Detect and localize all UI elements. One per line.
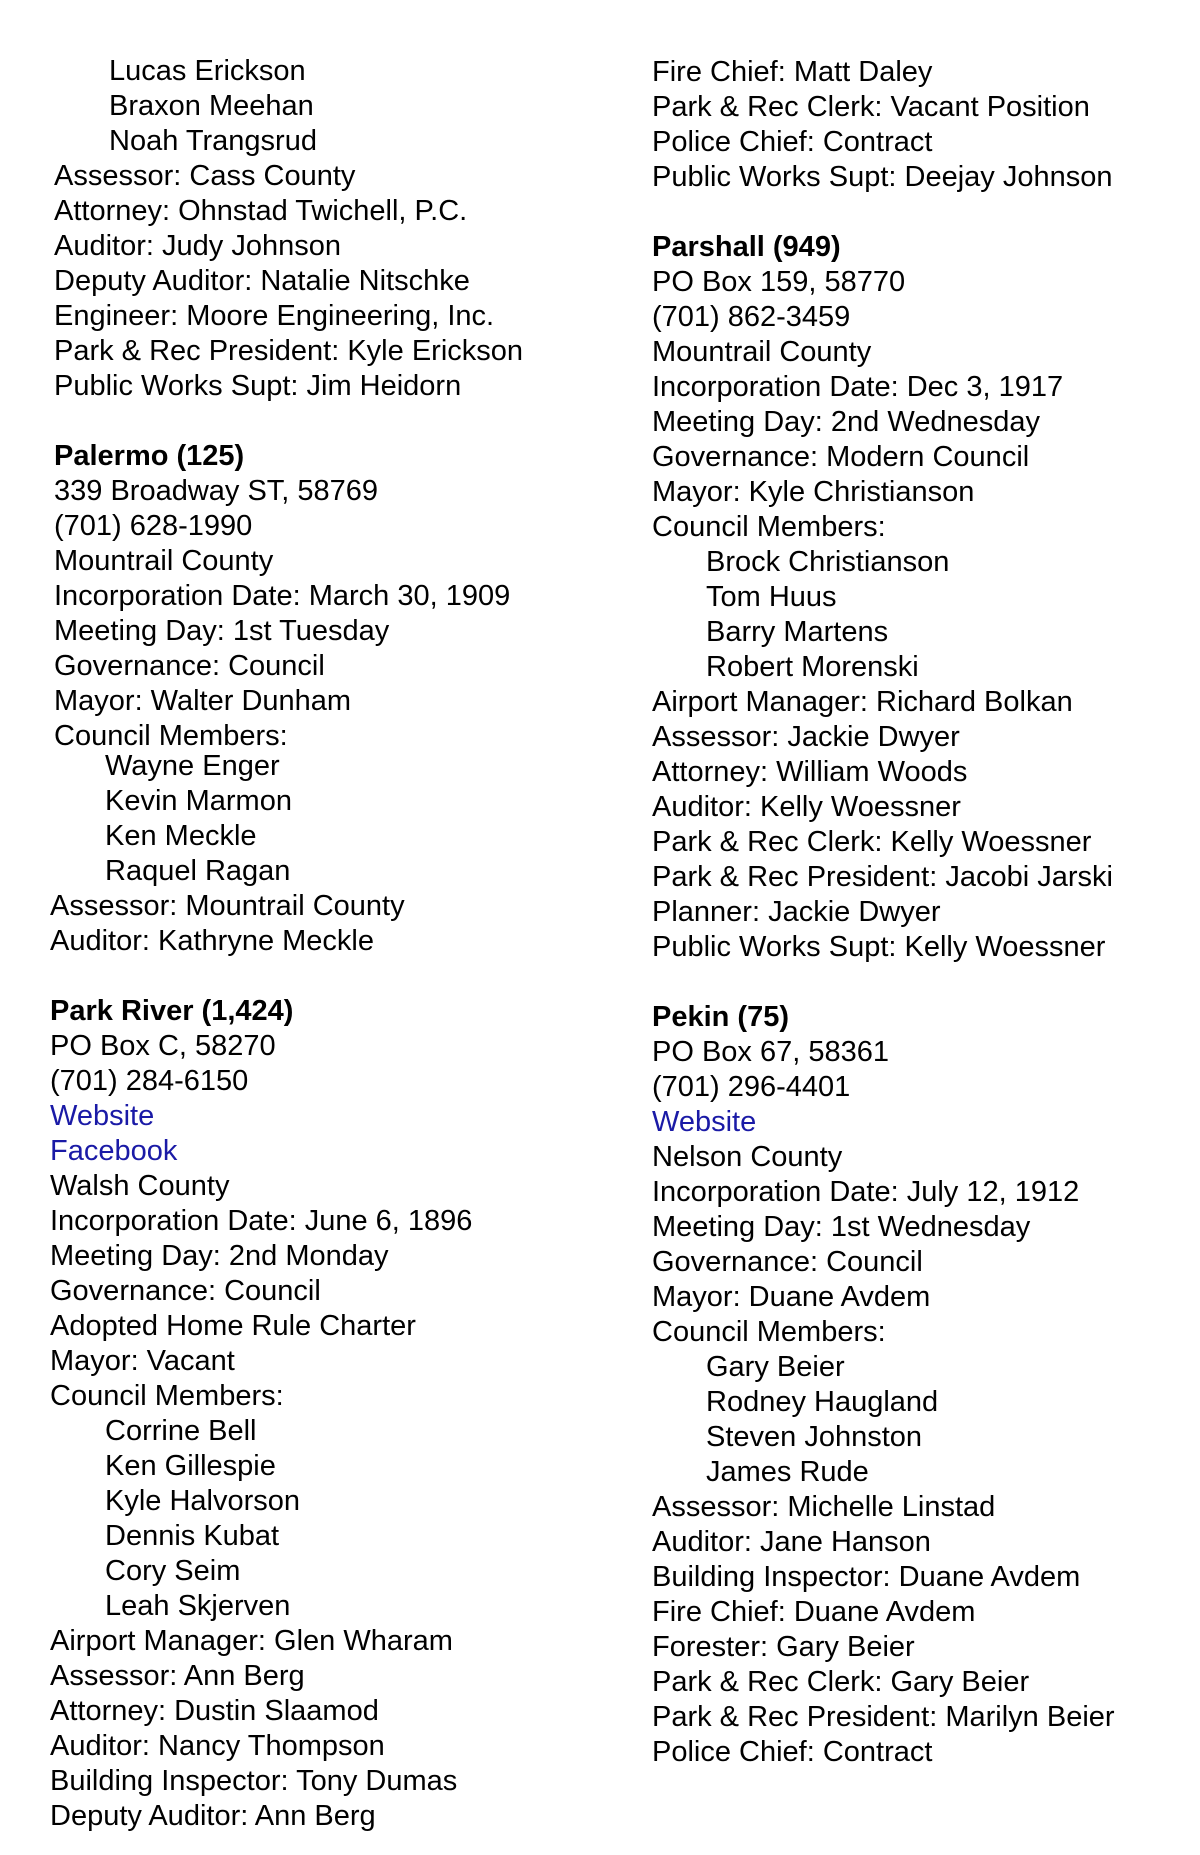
county: Mountrail County <box>54 545 274 577</box>
city-heading-palermo: Palermo (125) <box>54 440 245 472</box>
address: PO Box C, 58270 <box>50 1030 276 1062</box>
council-member: Tom Huus <box>706 581 837 613</box>
role-line: Assessor: Mountrail County <box>50 890 405 922</box>
role-line: Park & Rec President: Marilyn Beier <box>652 1701 1115 1733</box>
phone: (701) 296-4401 <box>652 1071 851 1103</box>
council-member: Cory Seim <box>105 1555 241 1587</box>
council-member: Steven Johnston <box>706 1421 923 1453</box>
address: 339 Broadway ST, 58769 <box>54 475 379 507</box>
role-line: Attorney: William Woods <box>652 756 968 788</box>
role-line: Airport Manager: Richard Bolkan <box>652 686 1073 718</box>
meeting-day: Meeting Day: 2nd Wednesday <box>652 406 1040 438</box>
role-line: Engineer: Moore Engineering, Inc. <box>54 300 495 332</box>
role-line: Deputy Auditor: Natalie Nitschke <box>54 265 470 297</box>
governance: Governance: Modern Council <box>652 441 1030 473</box>
council-member: Raquel Ragan <box>105 855 291 887</box>
role-line: Airport Manager: Glen Wharam <box>50 1625 453 1657</box>
mayor: Mayor: Kyle Christianson <box>652 476 975 508</box>
council-member: James Rude <box>706 1456 869 1488</box>
role-line: Police Chief: Contract <box>652 126 933 158</box>
county: Nelson County <box>652 1141 843 1173</box>
role-line: Park & Rec Clerk: Gary Beier <box>652 1666 1030 1698</box>
council-member: Rodney Haugland <box>706 1386 939 1418</box>
mayor: Mayor: Vacant <box>50 1345 235 1377</box>
facebook-link[interactable]: Facebook <box>50 1135 178 1167</box>
city-heading-park-river: Park River (1,424) <box>50 995 294 1027</box>
council-members-label: Council Members: <box>50 1380 284 1412</box>
incorporation-date: Incorporation Date: Dec 3, 1917 <box>652 371 1064 403</box>
council-member: Barry Martens <box>706 616 889 648</box>
council-member: Robert Morenski <box>706 651 919 683</box>
council-member: Lucas Erickson <box>109 55 306 87</box>
role-line: Fire Chief: Matt Daley <box>652 56 933 88</box>
council-member: Ken Meckle <box>105 820 257 852</box>
council-members-label: Council Members: <box>652 511 886 543</box>
role-line: Attorney: Ohnstad Twichell, P.C. <box>54 195 468 227</box>
website-link[interactable]: Website <box>652 1106 757 1138</box>
role-line: Public Works Supt: Kelly Woessner <box>652 931 1106 963</box>
governance: Governance: Council <box>50 1275 321 1307</box>
role-line: Park & Rec Clerk: Vacant Position <box>652 91 1090 123</box>
meeting-day: Meeting Day: 2nd Monday <box>50 1240 389 1272</box>
home-rule-charter: Adopted Home Rule Charter <box>50 1310 416 1342</box>
council-member: Gary Beier <box>706 1351 845 1383</box>
role-line: Forester: Gary Beier <box>652 1631 915 1663</box>
role-line: Building Inspector: Tony Dumas <box>50 1765 458 1797</box>
role-line: Park & Rec Clerk: Kelly Woessner <box>652 826 1092 858</box>
role-line: Assessor: Ann Berg <box>50 1660 305 1692</box>
address: PO Box 67, 58361 <box>652 1036 889 1068</box>
council-member: Braxon Meehan <box>109 90 314 122</box>
council-members-label: Council Members: <box>652 1316 886 1348</box>
council-member: Noah Trangsrud <box>109 125 317 157</box>
incorporation-date: Incorporation Date: June 6, 1896 <box>50 1205 473 1237</box>
role-line: Deputy Auditor: Ann Berg <box>50 1800 376 1832</box>
role-line: Auditor: Judy Johnson <box>54 230 341 262</box>
role-line: Auditor: Kathryne Meckle <box>50 925 374 957</box>
city-heading-pekin: Pekin (75) <box>652 1001 789 1033</box>
phone: (701) 284-6150 <box>50 1065 249 1097</box>
role-line: Auditor: Kelly Woessner <box>652 791 961 823</box>
governance: Governance: Council <box>54 650 325 682</box>
governance: Governance: Council <box>652 1246 923 1278</box>
phone: (701) 862-3459 <box>652 301 851 333</box>
incorporation-date: Incorporation Date: July 12, 1912 <box>652 1176 1080 1208</box>
address: PO Box 159, 58770 <box>652 266 906 298</box>
mayor: Mayor: Duane Avdem <box>652 1281 931 1313</box>
council-member: Brock Christianson <box>706 546 950 578</box>
role-line: Auditor: Jane Hanson <box>652 1526 931 1558</box>
role-line: Police Chief: Contract <box>652 1736 933 1768</box>
meeting-day: Meeting Day: 1st Tuesday <box>54 615 390 647</box>
role-line: Assessor: Michelle Linstad <box>652 1491 996 1523</box>
meeting-day: Meeting Day: 1st Wednesday <box>652 1211 1031 1243</box>
council-member: Leah Skjerven <box>105 1590 291 1622</box>
city-heading-parshall: Parshall (949) <box>652 231 841 263</box>
website-link[interactable]: Website <box>50 1100 155 1132</box>
county: Walsh County <box>50 1170 230 1202</box>
county: Mountrail County <box>652 336 872 368</box>
role-line: Building Inspector: Duane Avdem <box>652 1561 1081 1593</box>
council-member: Kevin Marmon <box>105 785 292 817</box>
council-members-label: Council Members: <box>54 720 288 752</box>
council-member: Wayne Enger <box>105 750 280 782</box>
council-member: Kyle Halvorson <box>105 1485 301 1517</box>
council-member: Ken Gillespie <box>105 1450 276 1482</box>
role-line: Public Works Supt: Jim Heidorn <box>54 370 462 402</box>
role-line: Assessor: Cass County <box>54 160 356 192</box>
role-line: Fire Chief: Duane Avdem <box>652 1596 976 1628</box>
incorporation-date: Incorporation Date: March 30, 1909 <box>54 580 511 612</box>
role-line: Attorney: Dustin Slaamod <box>50 1695 379 1727</box>
mayor: Mayor: Walter Dunham <box>54 685 352 717</box>
role-line: Park & Rec President: Kyle Erickson <box>54 335 524 367</box>
role-line: Planner: Jackie Dwyer <box>652 896 941 928</box>
role-line: Park & Rec President: Jacobi Jarski <box>652 861 1113 893</box>
council-member: Corrine Bell <box>105 1415 257 1447</box>
council-member: Dennis Kubat <box>105 1520 280 1552</box>
role-line: Auditor: Nancy Thompson <box>50 1730 385 1762</box>
phone: (701) 628-1990 <box>54 510 253 542</box>
role-line: Public Works Supt: Deejay Johnson <box>652 161 1113 193</box>
role-line: Assessor: Jackie Dwyer <box>652 721 960 753</box>
